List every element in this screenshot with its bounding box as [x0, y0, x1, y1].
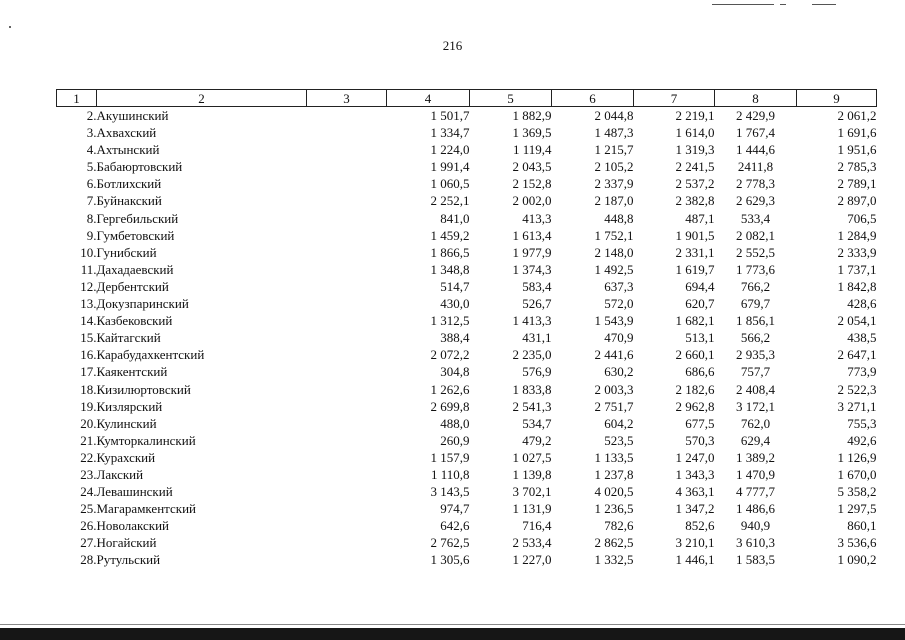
- cell-c9: 1 090,2: [837, 552, 877, 568]
- table-row: [57, 534, 877, 551]
- table-row: [57, 500, 877, 517]
- cell-c4: 488,0: [440, 415, 470, 431]
- cell-c7: 1 347,2: [675, 501, 715, 517]
- cell-c5: 534,7: [522, 415, 552, 431]
- cell-c7: 2 331,1: [675, 244, 715, 260]
- cell-c7: 2 219,1: [675, 108, 715, 123]
- cell-c6: 1 133,5: [594, 449, 634, 465]
- cell-c5: 1 833,8: [512, 381, 552, 397]
- cell-c3: [307, 210, 387, 227]
- cell-c5: 1 139,8: [512, 466, 552, 482]
- cell-c7: 1 901,5: [675, 227, 715, 243]
- row-number: 20.: [80, 415, 97, 431]
- district-name: Рутульский: [96, 552, 161, 568]
- row-number: 12.: [80, 278, 97, 294]
- cell-c3: [307, 329, 387, 346]
- cell-c8: 1 856,1: [736, 313, 775, 329]
- cell-c8: 679,7: [740, 296, 771, 312]
- cell-c7: 1 614,0: [675, 125, 715, 141]
- cell-c3: [307, 244, 387, 261]
- cell-c6: 523,5: [604, 432, 634, 448]
- cell-c6: 1 487,3: [594, 125, 634, 141]
- cell-c8: 566,2: [740, 330, 771, 346]
- cell-c3: [307, 192, 387, 209]
- cell-c4: 304,8: [440, 364, 470, 380]
- district-name: Ботлихский: [96, 176, 162, 192]
- district-name: Кизилюртовский: [96, 381, 191, 397]
- cell-c9: 1 297,5: [837, 501, 877, 517]
- cell-c6: 448,8: [604, 210, 634, 226]
- cell-c5: 3 702,1: [512, 484, 552, 500]
- cell-c7: 1 446,1: [675, 552, 715, 568]
- cell-c6: 1 492,5: [594, 261, 634, 277]
- cell-c4: 1 110,8: [430, 466, 470, 482]
- cell-c8: 2 408,4: [736, 381, 775, 397]
- district-name: Кизлярский: [96, 398, 163, 414]
- cell-c9: 2 897,0: [837, 193, 877, 209]
- cell-c6: 1 543,9: [594, 313, 634, 329]
- cell-c5: 1 413,3: [512, 313, 552, 329]
- cell-c4: 1 262,6: [430, 381, 470, 397]
- cell-c9: 1 126,9: [837, 449, 877, 465]
- column-header-4: 4: [387, 90, 470, 107]
- row-number: 27.: [80, 535, 97, 551]
- row-number: 21.: [80, 432, 97, 448]
- cell-c4: 642,6: [440, 518, 470, 534]
- row-number: 10.: [80, 244, 97, 260]
- cell-c8: 533,4: [740, 210, 771, 226]
- cell-c5: 2 043,5: [512, 159, 552, 175]
- cell-c6: 2 187,0: [594, 193, 634, 209]
- district-name: Магарамкентский: [96, 501, 196, 517]
- district-name: Карабудахкентский: [96, 347, 205, 363]
- cell-c8: 1 470,9: [736, 466, 775, 482]
- cell-c5: 2 533,4: [512, 535, 552, 551]
- cell-c7: 2 182,6: [675, 381, 715, 397]
- cell-c8: 4 777,7: [736, 484, 775, 500]
- page-number: 216: [442, 38, 463, 53]
- cell-c5: 1 977,9: [512, 244, 552, 260]
- cell-c9: 2 522,3: [837, 381, 877, 397]
- cell-c3: [307, 432, 387, 449]
- row-number: 7.: [86, 193, 97, 209]
- cell-c8: 2 429,9: [736, 108, 775, 123]
- row-number: 16.: [80, 347, 97, 363]
- row-number: 17.: [80, 364, 97, 380]
- cell-c8: 2411,8: [737, 159, 774, 175]
- cell-c6: 1 215,7: [594, 142, 634, 158]
- table-row: [57, 432, 877, 449]
- row-number: 23.: [80, 466, 97, 482]
- cell-c4: 841,0: [440, 210, 470, 226]
- cell-c6: 782,6: [604, 518, 634, 534]
- row-number: 26.: [80, 518, 97, 534]
- row-number: 4.: [86, 142, 97, 158]
- cell-c6: 4 020,5: [594, 484, 634, 500]
- cell-c7: 1 343,3: [675, 466, 715, 482]
- table-row: [57, 107, 877, 125]
- cell-c3: [307, 398, 387, 415]
- cell-c9: 2 785,3: [837, 159, 877, 175]
- table-row: [57, 381, 877, 398]
- cell-c9: 1 951,6: [837, 142, 877, 158]
- cell-c9: 2 061,2: [837, 108, 877, 123]
- cell-c9: 1 284,9: [837, 227, 877, 243]
- district-name: Ахтынский: [96, 142, 160, 158]
- cell-c8: 766,2: [740, 278, 771, 294]
- table-row: [57, 158, 877, 175]
- cell-c5: 1 374,3: [512, 261, 552, 277]
- cell-c3: [307, 278, 387, 295]
- cell-c7: 686,6: [685, 364, 715, 380]
- table-row: [57, 312, 877, 329]
- row-number: 2.: [86, 108, 97, 123]
- row-number: 28.: [80, 552, 97, 568]
- cell-c6: 604,2: [604, 415, 634, 431]
- scan-speck: [9, 26, 11, 28]
- district-name: Казбековский: [96, 313, 173, 329]
- cell-c5: 2 235,0: [512, 347, 552, 363]
- cell-c4: 2 762,5: [430, 535, 470, 551]
- cell-c5: 413,3: [522, 210, 552, 226]
- scan-edge-line-1: [712, 4, 774, 5]
- cell-c8: 762,0: [740, 415, 771, 431]
- cell-c3: [307, 124, 387, 141]
- cell-c3: [307, 312, 387, 329]
- cell-c8: 3 610,3: [736, 535, 775, 551]
- table-row: [57, 295, 877, 312]
- cell-c3: [307, 261, 387, 278]
- cell-c8: 2 629,3: [736, 193, 775, 209]
- cell-c4: 2 072,2: [430, 347, 470, 363]
- cell-c8: 2 935,3: [736, 347, 775, 363]
- cell-c3: [307, 466, 387, 483]
- cell-c8: 3 172,1: [736, 398, 775, 414]
- cell-c6: 1 236,5: [594, 501, 634, 517]
- cell-c3: [307, 415, 387, 432]
- cell-c6: 2 148,0: [594, 244, 634, 260]
- cell-c8: 757,7: [740, 364, 771, 380]
- cell-c6: 637,3: [604, 278, 634, 294]
- table-row: [57, 124, 877, 141]
- column-header-9: 9: [797, 90, 877, 107]
- cell-c8: 1 773,6: [736, 261, 775, 277]
- column-header-5: 5: [470, 90, 552, 107]
- district-name: Гергебильский: [96, 210, 179, 226]
- cell-c9: 706,5: [847, 210, 877, 226]
- district-name: Акушинский: [96, 108, 169, 123]
- cell-c6: 572,0: [604, 296, 634, 312]
- table-row: [57, 210, 877, 227]
- cell-c3: [307, 227, 387, 244]
- cell-c3: [307, 363, 387, 380]
- cell-c6: 1 752,1: [594, 227, 634, 243]
- cell-c9: 860,1: [847, 518, 877, 534]
- row-number: 6.: [86, 176, 97, 192]
- cell-c4: 3 143,5: [430, 484, 470, 500]
- column-header-1: 1: [57, 90, 97, 107]
- cell-c8: 1 583,5: [736, 552, 775, 568]
- district-name: Курахский: [96, 449, 156, 465]
- cell-c4: 1 991,4: [430, 159, 470, 175]
- cell-c4: 2 699,8: [430, 398, 470, 414]
- cell-c9: 492,6: [847, 432, 877, 448]
- cell-c9: 2 647,1: [837, 347, 877, 363]
- cell-c7: 1 247,0: [675, 449, 715, 465]
- cell-c6: 630,2: [604, 364, 634, 380]
- cell-c5: 1 882,9: [512, 108, 552, 123]
- cell-c7: 620,7: [685, 296, 715, 312]
- cell-c5: 2 002,0: [512, 193, 552, 209]
- cell-c5: 479,2: [522, 432, 552, 448]
- cell-c8: 1 767,4: [736, 125, 775, 141]
- table-row: [57, 261, 877, 278]
- cell-c3: [307, 449, 387, 466]
- cell-c9: 1 691,6: [837, 125, 877, 141]
- cell-c3: [307, 107, 387, 125]
- cell-c9: 2 333,9: [837, 244, 877, 260]
- cell-c8: 1 486,6: [736, 501, 775, 517]
- cell-c4: 1 060,5: [430, 176, 470, 192]
- cell-c7: 487,1: [685, 210, 715, 226]
- cell-c5: 1 227,0: [512, 552, 552, 568]
- cell-c6: 2 862,5: [594, 535, 634, 551]
- row-number: 9.: [86, 227, 97, 243]
- cell-c6: 2 003,3: [594, 381, 634, 397]
- cell-c3: [307, 158, 387, 175]
- header-row: [57, 90, 877, 107]
- table-row: [57, 551, 877, 568]
- district-name: Ахвахский: [96, 125, 157, 141]
- cell-c3: [307, 346, 387, 363]
- district-name: Бабаюртовский: [96, 159, 183, 175]
- cell-c6: 2 105,2: [594, 159, 634, 175]
- column-header-3: 3: [307, 90, 387, 107]
- cell-c5: 716,4: [522, 518, 552, 534]
- cell-c5: 1 119,4: [512, 142, 552, 158]
- cell-c7: 570,3: [685, 432, 715, 448]
- row-number: 24.: [80, 484, 97, 500]
- cell-c7: 1 682,1: [675, 313, 715, 329]
- column-header-7: 7: [634, 90, 715, 107]
- cell-c7: 2 382,8: [675, 193, 715, 209]
- cell-c8: 2 082,1: [736, 227, 775, 243]
- row-number: 11.: [80, 261, 97, 277]
- cell-c4: 514,7: [440, 278, 470, 294]
- cell-c9: 1 670,0: [837, 466, 877, 482]
- cell-c6: 1 237,8: [594, 466, 634, 482]
- cell-c3: [307, 517, 387, 534]
- cell-c7: 694,4: [685, 278, 715, 294]
- district-name: Кайтагский: [96, 330, 161, 346]
- cell-c7: 2 660,1: [675, 347, 715, 363]
- district-name: Ногайский: [96, 535, 157, 551]
- district-name: Дахадаевский: [96, 261, 174, 277]
- table-row: [57, 227, 877, 244]
- district-name: Лакский: [96, 466, 144, 482]
- cell-c7: 2 962,8: [675, 398, 715, 414]
- cell-c7: 2 241,5: [675, 159, 715, 175]
- cell-c7: 513,1: [685, 330, 715, 346]
- cell-c8: 2 778,3: [736, 176, 775, 192]
- row-number: 8.: [86, 210, 97, 226]
- cell-c4: 1 334,7: [430, 125, 470, 141]
- cell-c9: 2 789,1: [837, 176, 877, 192]
- cell-c7: 677,5: [685, 415, 715, 431]
- cell-c5: 526,7: [522, 296, 552, 312]
- district-name: Гумбетовский: [96, 227, 175, 243]
- cell-c9: 773,9: [847, 364, 877, 380]
- district-name: Докузпаринский: [96, 296, 189, 312]
- cell-c9: 2 054,1: [837, 313, 877, 329]
- scan-bottom-edge: [0, 628, 905, 640]
- row-number: 3.: [86, 125, 97, 141]
- cell-c8: 629,4: [740, 432, 771, 448]
- row-number: 18.: [80, 381, 97, 397]
- table-row: [57, 483, 877, 500]
- scan-edge-line-3: [812, 4, 836, 5]
- cell-c5: 2 541,3: [512, 398, 552, 414]
- cell-c4: 430,0: [440, 296, 470, 312]
- cell-c5: 583,4: [522, 278, 552, 294]
- cell-c4: 974,7: [440, 501, 470, 517]
- cell-c3: [307, 295, 387, 312]
- scan-bottom-line: [0, 624, 905, 625]
- district-name: Кумторкалинский: [96, 432, 196, 448]
- table-row: [57, 175, 877, 192]
- table-row: [57, 363, 877, 380]
- table-row: [57, 192, 877, 209]
- cell-c6: 2 044,8: [594, 108, 634, 123]
- cell-c5: 431,1: [522, 330, 552, 346]
- column-header-6: 6: [552, 90, 634, 107]
- cell-c9: 428,6: [847, 296, 877, 312]
- district-data-table: [56, 89, 877, 569]
- cell-c3: [307, 483, 387, 500]
- cell-c4: 1 157,9: [430, 449, 470, 465]
- table-row: [57, 141, 877, 158]
- cell-c3: [307, 175, 387, 192]
- table-row: [57, 415, 877, 432]
- district-name: Кулинский: [96, 415, 157, 431]
- cell-c9: 3 536,6: [837, 535, 877, 551]
- cell-c4: 1 224,0: [430, 142, 470, 158]
- cell-c5: 1 369,5: [512, 125, 552, 141]
- cell-c6: 1 332,5: [594, 552, 634, 568]
- scan-edge-line-2: [780, 4, 786, 5]
- district-name: Каякентский: [96, 364, 168, 380]
- district-name: Буйнакский: [96, 193, 162, 209]
- cell-c9: 438,5: [847, 330, 877, 346]
- table-row: [57, 517, 877, 534]
- cell-c3: [307, 534, 387, 551]
- column-header-8: 8: [715, 90, 797, 107]
- cell-c7: 1 319,3: [675, 142, 715, 158]
- row-number: 19.: [80, 398, 97, 414]
- cell-c6: 2 751,7: [594, 398, 634, 414]
- cell-c9: 1 737,1: [837, 261, 877, 277]
- cell-c4: 1 501,7: [430, 108, 470, 123]
- row-number: 22.: [80, 449, 97, 465]
- cell-c8: 1 444,6: [736, 142, 775, 158]
- cell-c4: 1 866,5: [430, 244, 470, 260]
- cell-c9: 5 358,2: [837, 484, 877, 500]
- cell-c6: 2 441,6: [594, 347, 634, 363]
- cell-c8: 1 389,2: [736, 449, 775, 465]
- table-row: [57, 346, 877, 363]
- cell-c5: 2 152,8: [512, 176, 552, 192]
- column-header-2: 2: [97, 90, 307, 107]
- cell-c7: 4 363,1: [675, 484, 715, 500]
- cell-c3: [307, 551, 387, 568]
- cell-c6: 470,9: [604, 330, 634, 346]
- cell-c4: 260,9: [440, 432, 470, 448]
- cell-c4: 1 312,5: [430, 313, 470, 329]
- cell-c5: 1 613,4: [512, 227, 552, 243]
- cell-c8: 940,9: [740, 518, 771, 534]
- district-name: Гунибский: [96, 244, 157, 260]
- cell-c4: 1 348,8: [430, 261, 470, 277]
- cell-c4: 388,4: [440, 330, 470, 346]
- cell-c8: 2 552,5: [736, 244, 775, 260]
- cell-c7: 3 210,1: [675, 535, 715, 551]
- district-name: Левашинский: [96, 484, 173, 500]
- cell-c3: [307, 381, 387, 398]
- cell-c5: 1 131,9: [512, 501, 552, 517]
- district-name: Дербентский: [96, 278, 169, 294]
- cell-c4: 1 305,6: [430, 552, 470, 568]
- table-row: [57, 466, 877, 483]
- cell-c5: 576,9: [522, 364, 552, 380]
- cell-c3: [307, 500, 387, 517]
- table-row: [57, 244, 877, 261]
- cell-c7: 852,6: [685, 518, 715, 534]
- cell-c6: 2 337,9: [594, 176, 634, 192]
- table-row: [57, 398, 877, 415]
- table-row: [57, 449, 877, 466]
- cell-c9: 755,3: [847, 415, 877, 431]
- row-number: 25.: [80, 501, 97, 517]
- cell-c4: 2 252,1: [430, 193, 470, 209]
- cell-c5: 1 027,5: [512, 449, 552, 465]
- row-number: 14.: [80, 313, 97, 329]
- cell-c9: 3 271,1: [837, 398, 877, 414]
- table-body: [57, 107, 877, 569]
- district-name: Новолакский: [96, 518, 170, 534]
- cell-c7: 2 537,2: [675, 176, 715, 192]
- table-row: [57, 278, 877, 295]
- table-row: [57, 329, 877, 346]
- row-number: 13.: [80, 296, 97, 312]
- cell-c4: 1 459,2: [430, 227, 470, 243]
- cell-c3: [307, 141, 387, 158]
- row-number: 15.: [80, 330, 97, 346]
- cell-c9: 1 842,8: [837, 278, 877, 294]
- row-number: 5.: [86, 159, 97, 175]
- cell-c7: 1 619,7: [675, 261, 715, 277]
